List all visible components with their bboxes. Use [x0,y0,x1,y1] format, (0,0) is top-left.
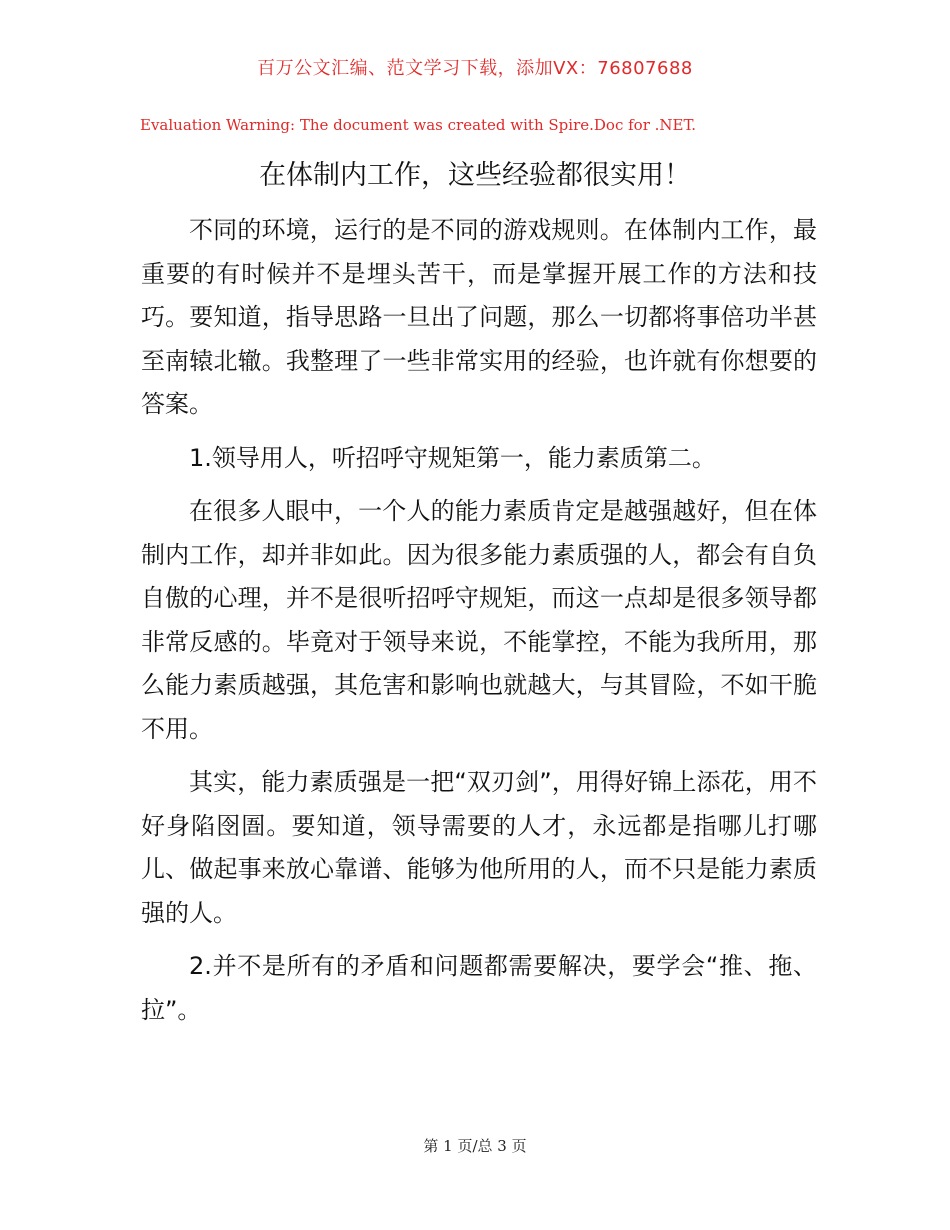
paragraph: 其实，能力素质强是一把“双刃剑”，用得好锦上添花，用不好身陷囹圄。要知道，领导需要的人才，永远都是指哪儿打哪儿、做起事来放心靠谱、能够为他所用的人，而不只是能力素质强的人。 [141,768,817,927]
paragraph-heading-1: 1.领导用人，听招呼守规矩第一，能力素质第二。 [189,443,716,472]
paragraph-intro: 不同的环境，运行的是不同的游戏规则。在体制内工作，最重要的有时候并不是埋头苦干，而是掌握开展工作的方法和技巧。要知道，指导思路一旦出了问题，那么一切都将事倍功半甚至南辕北辙。我整理了一些非常实用的经验，也许就有你想要的答案。 [141,216,817,418]
page-footer: 第 1 页/总 3 页 [423,1137,527,1155]
document-body [141,209,817,1042]
paragraph: 在很多人眼中，一个人的能力素质肯定是越强越好，但在体制内工作，却并非如此。因为很多能力素质强的人，都会有自负自傲的心理，并不是很听招呼守规矩，而这一点却是很多领导都非常反感的。毕竟对于领导来说，不能掌控，不能为我所用，那么能力素质越强，其危害和影响也就越大，与其冒险，不如干脆不用。 [141,497,817,743]
paragraph-heading-2: 2.并不是所有的矛盾和问题都需要解决，要学会“推、拖、拉”。 [141,952,817,1024]
header-banner: 百万公文汇编、范文学习下载，添加VX：76807688 [257,58,693,79]
evaluation-warning: Evaluation Warning: The document was created with Spire.Doc for .NET. [140,116,697,134]
document-title: 在体制内工作，这些经验都很实用！ [259,160,691,191]
